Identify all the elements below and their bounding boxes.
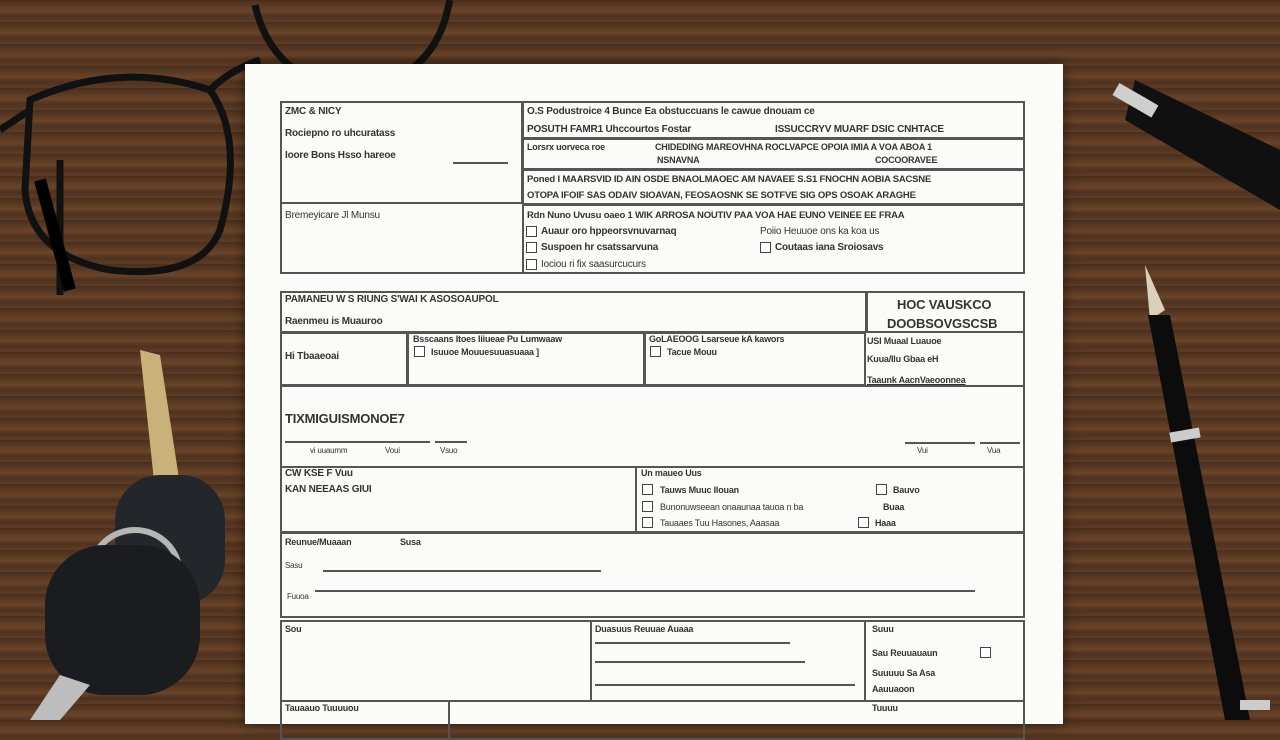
- checkbox-label: Tacue Mouu: [667, 347, 717, 357]
- checkbox-label: Coutaas iana Sroiosavs: [775, 242, 884, 253]
- checkbox[interactable]: [642, 517, 653, 528]
- label: CW KSE F Vuu: [285, 468, 353, 479]
- label: Buaa: [883, 502, 905, 512]
- label: Vui: [917, 446, 928, 455]
- checkbox-label: Tauws Muuc Ilouan: [660, 485, 739, 495]
- name-box: [280, 385, 1025, 468]
- label: OTOPA IFOIF SAS ODAIV SIOAVAN, FEOSAOSNK SE SOTFVE SIG OPS OSOAK ARAGHE: [527, 190, 916, 201]
- label: KAN NEEAAS GIUI: [285, 484, 372, 495]
- label: NSNAVNA: [657, 155, 700, 165]
- checkbox-label: Bauvo: [893, 485, 920, 495]
- label: Sou: [285, 624, 302, 634]
- input-line[interactable]: [285, 441, 430, 443]
- label: GoLAEOOG Lsarseue kA kawors: [649, 334, 785, 344]
- checkbox[interactable]: [526, 242, 537, 253]
- input-line[interactable]: [453, 162, 508, 164]
- label: Lorsrx uorveca roe: [527, 142, 605, 152]
- checkbox[interactable]: [526, 259, 537, 270]
- label: vi uuaumm: [310, 446, 348, 455]
- checkbox[interactable]: [876, 484, 887, 495]
- label: Tuuuu: [872, 703, 898, 713]
- input-line[interactable]: [905, 442, 975, 444]
- label: Raenmeu is Muauroo: [285, 316, 383, 327]
- label: Hi Tbaaeoai: [285, 351, 339, 362]
- pen-cap: [1110, 60, 1280, 220]
- fountain-pen: [1130, 260, 1280, 720]
- label: Ioore Bons Hsso hareoe: [285, 150, 396, 161]
- checkbox-label: Isuuoe Mouuesuuasuaaa ]: [431, 347, 539, 357]
- label: Rdn Nuno Uvusu oaeo 1 WIK ARROSA NOUTIV PAA VOA HAE EUNO VEINEE EE FRAA: [527, 210, 905, 221]
- checkbox[interactable]: [642, 484, 653, 495]
- label: Sasu: [285, 561, 303, 570]
- label: Rociepno ro uhcuratass: [285, 128, 396, 139]
- label: Poned I MAARSVID ID AIN OSDE BNAOLMAOEC AM NAVAEE S.S1 FNOCHN AOBIA SACSNE: [527, 174, 932, 185]
- checkbox[interactable]: [858, 517, 869, 528]
- name-value: TIXMIGUISMONOE7: [285, 411, 405, 426]
- checkbox-label: Suspoen hr csatssarvuna: [541, 242, 659, 253]
- label: CHIDEDING MAREOVHNA ROCLVAPCE OPOIA IMIA A VOA ABOA 1: [655, 142, 932, 152]
- checkbox[interactable]: [526, 226, 537, 237]
- form-section-4: [280, 532, 1025, 618]
- label: Poiio Heuuoe ons ka koa us: [760, 226, 880, 237]
- checkbox[interactable]: [650, 346, 661, 357]
- checkbox[interactable]: [980, 647, 991, 658]
- car-keys: [20, 345, 250, 720]
- label: Bremeyicare Jl Munsu: [285, 210, 380, 221]
- label: COCOORAVEE: [875, 155, 938, 165]
- label: Kuua/Ilu Gbaa eH: [867, 354, 939, 364]
- checkbox-label: Bunonuwseean onaaunaa tauoa n ba: [660, 502, 804, 512]
- label: POSUTH FAMR1 Uhccourtos Fostar: [527, 124, 692, 135]
- checkbox-label: Auaur oro hppeorsvnuvarnaq: [541, 226, 677, 237]
- label: Vua: [987, 446, 1001, 455]
- input-line[interactable]: [323, 570, 601, 572]
- label: Susa: [400, 537, 421, 547]
- label: Vsuo: [440, 446, 458, 455]
- label: Un maueo Uus: [641, 468, 702, 478]
- label: Bsscaans Itoes Iiiueae Pu Lumwaaw: [413, 334, 562, 344]
- input-line[interactable]: [315, 590, 975, 592]
- label: Fuuoa: [287, 592, 309, 601]
- label: Duasuus Reuuae Auaaa: [595, 624, 694, 634]
- label: USI Muaal Luauoe: [867, 336, 942, 346]
- input-line[interactable]: [595, 661, 805, 663]
- label: ISSUCCRYV MUARF DSIC CNHTACE: [775, 124, 944, 135]
- label: Suuuuu Sa Asa: [872, 668, 936, 678]
- input-line[interactable]: [595, 642, 790, 644]
- checkbox[interactable]: [760, 242, 771, 253]
- form-code: HOC VAUSKCO: [897, 297, 992, 312]
- label: Tauaauo Tuuuuou: [285, 703, 359, 713]
- label: Sau Reuuauaun: [872, 648, 938, 658]
- checkbox-label: Haaa: [875, 518, 896, 528]
- label: Suuu: [872, 624, 894, 634]
- checkbox-label: Tauaaes Tuu Hasones, Aaasaa: [660, 518, 780, 528]
- checkbox-label: Iociou ri fix saasurcucurs: [541, 259, 646, 270]
- form-paper: [245, 64, 1063, 724]
- form-code: DOOBSOVGSCSB: [887, 316, 998, 331]
- checkbox[interactable]: [414, 346, 425, 357]
- label: Voui: [385, 446, 400, 455]
- input-line[interactable]: [435, 441, 467, 443]
- label: ZMC & NICY: [285, 106, 342, 117]
- checkbox[interactable]: [642, 501, 653, 512]
- label: Reunue/Muaaan: [285, 537, 352, 547]
- label: O.S Podustroice 4 Bunce Ea obstuccuans le cawue dnouam ce: [527, 106, 815, 117]
- input-line[interactable]: [980, 442, 1020, 444]
- label: Taaunk AacnVaeoonnea: [867, 375, 966, 385]
- label: PAMANEU W S RIUNG S'WAI K ASOSOAUPOL: [285, 294, 499, 305]
- input-line[interactable]: [595, 684, 855, 686]
- label: Aauuaoon: [872, 684, 915, 694]
